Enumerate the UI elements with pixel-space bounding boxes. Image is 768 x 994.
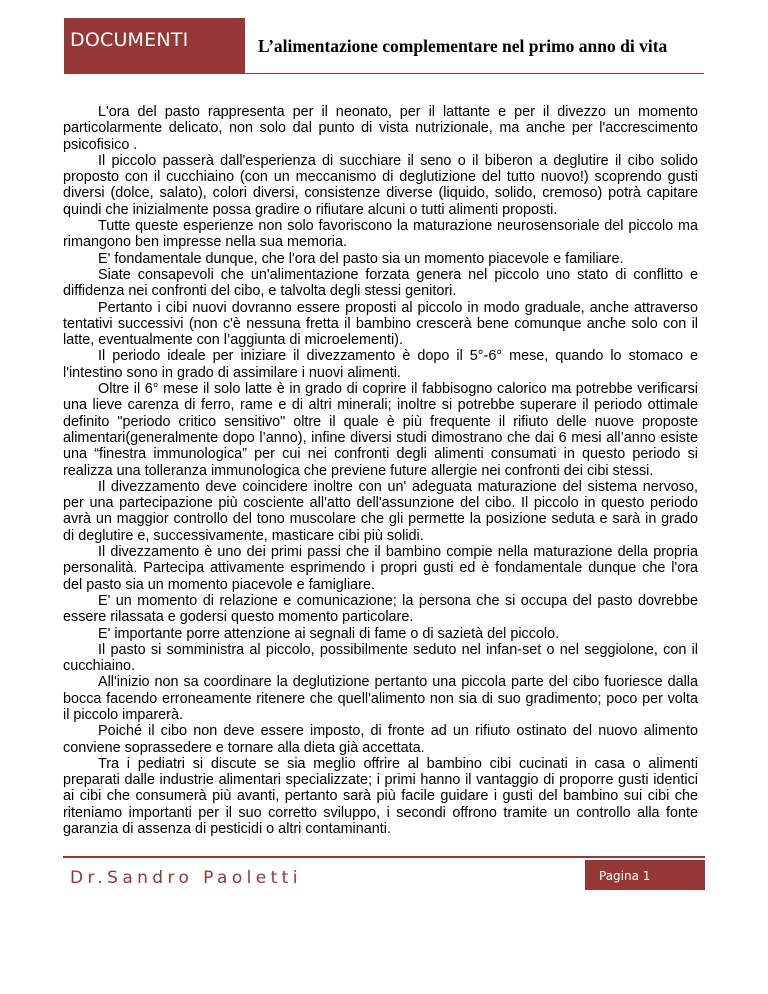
paragraph: Il periodo ideale per iniziare il divezzamento è dopo il 5°-6° mese, quando lo stomaco e l'intestino sono in grado di assimilare i nuovi alimenti. xyxy=(63,348,698,381)
footer-divider xyxy=(63,856,705,858)
paragraph: Il divezzamento è uno dei primi passi che il bambino compie nella maturazione della propria personalità. Partecipa attivamente esprimendo i propri gusti ed è fondamentale dunque che l'ora del pasto sia un momento piacevole e famigliare. xyxy=(63,544,698,593)
paragraph: Poiché il cibo non deve essere imposto, di fronte ad un rifiuto ostinato del nuovo alimento conviene soprassedere e tornare alla dieta già accettata. xyxy=(63,723,698,756)
document-title: L’alimentazione complementare nel primo anno di vita xyxy=(258,36,668,56)
paragraph: All'inizio non sa coordinare la deglutizione pertanto una piccola parte del cibo fuoriesce dalla bocca facendo erroneamente ritenere che quell'alimento non sia di suo gradimento; poco per volta il piccolo imparerà. xyxy=(63,674,698,723)
paragraph: Il pasto si somministra al piccolo, possibilmente seduto nel infan-set o nel seggiolone, con il cucchiaino. xyxy=(63,641,698,675)
paragraph: E' importante porre attenzione ai segnali di fame o di sazietà del piccolo. xyxy=(98,625,560,642)
header-section-label: DOCUMENTI xyxy=(70,29,189,51)
document-body xyxy=(63,104,698,837)
paragraph: Tutte queste esperienze non solo favoriscono la maturazione neurosensoriale del piccolo ma rimangono ben impresse nella sua memoria. xyxy=(63,218,698,251)
paragraph: Il piccolo passerà dall'esperienza di succhiare il seno o il biberon a deglutire il cibo solido proposto con il cucchiaino (con un meccanismo di deglutizione del tutto nuovo!) scoprendo gusti diversi (dolce, salato), colori diversi, consistenze diverse (liquido, solido, cremoso) potrà capitare quindi che inizialmente possa gradire o rifiutare alcuni o tutti alimenti proposti. xyxy=(63,152,698,218)
page-number: Pagina 1 xyxy=(599,869,651,883)
paragraph: Oltre il 6° mese il solo latte è in grado di coprire il fabbisogno calorico ma potrebbe verificarsi una lieve carenza di ferro, rame e di altri minerali; inoltre si potrebbe superare il periodo ottimale definito "periodo critico sensitivo" oltre il quale è più frequente il rifiuto delle nuove proposte alimentari(generalmente dopo l’anno), infine diversi studi dimostrano che dai 6 mesi all’anno esiste una “finestra immunologica” per cui nei confronti degli alimenti consumati in questo periodo si realizza una tolleranza immunologica che previene future allergie nei confronti dei cibi stessi. xyxy=(63,381,698,479)
header-divider xyxy=(245,73,704,74)
paragraph: Il divezzamento deve coincidere inoltre con un' adeguata maturazione del sistema nervoso, per una partecipazione più cosciente all'atto dell'assunzione del cibo. Il piccolo in questo periodo avrà un maggior controllo del tono muscolare che gli permette la posizione seduta e sarà in grado di deglutire e, successivamente, masticare cibi più solidi. xyxy=(63,478,698,544)
paragraph: Tra i pediatri si discute se sia meglio offrire al bambino cibi cucinati in casa o alimenti preparati dalle industrie alimentari specializzate; i primi hanno il vantaggio di proporre gusti identici ai cibi che consumerà più avanti, pertanto sarà più facile guidare i gusti del bambino sui cibi che riteniamo importanti per il suo corretto sviluppo, i secondi offrono tramite un controllo alla fonte garanzia di assenza di pesticidi o altri contaminanti. xyxy=(63,755,698,838)
paragraph: E' un momento di relazione e comunicazione; la persona che si occupa del pasto dovrebbe essere rilassata e godersi questo momento particolare. xyxy=(63,592,698,626)
footer-author: Dr.Sandro Paoletti xyxy=(70,868,302,888)
paragraph: Siate consapevoli che un'alimentazione forzata genera nel piccolo uno stato di conflitto e diffidenza nei confronti del cibo, e talvolta degli stessi genitori. xyxy=(63,266,698,300)
paragraph: Pertanto i cibi nuovi dovranno essere proposti al piccolo in modo graduale, anche attraverso tentativi successivi (non c'è nessuna fretta il bambino crescerà bene comunque anche solo con il latte, eventualmente con l’aggiunta di microelementi). xyxy=(63,299,698,349)
paragraph: L'ora del pasto rappresenta per il neonato, per il lattante e per il divezzo un momento particolarmente delicato, non solo dal punto di vista nutrizionale, ma anche per l'accrescimento psicofisico . xyxy=(63,104,698,153)
paragraph: E' fondamentale dunque, che l'ora del pasto sia un momento piacevole e familiare. xyxy=(98,250,624,267)
